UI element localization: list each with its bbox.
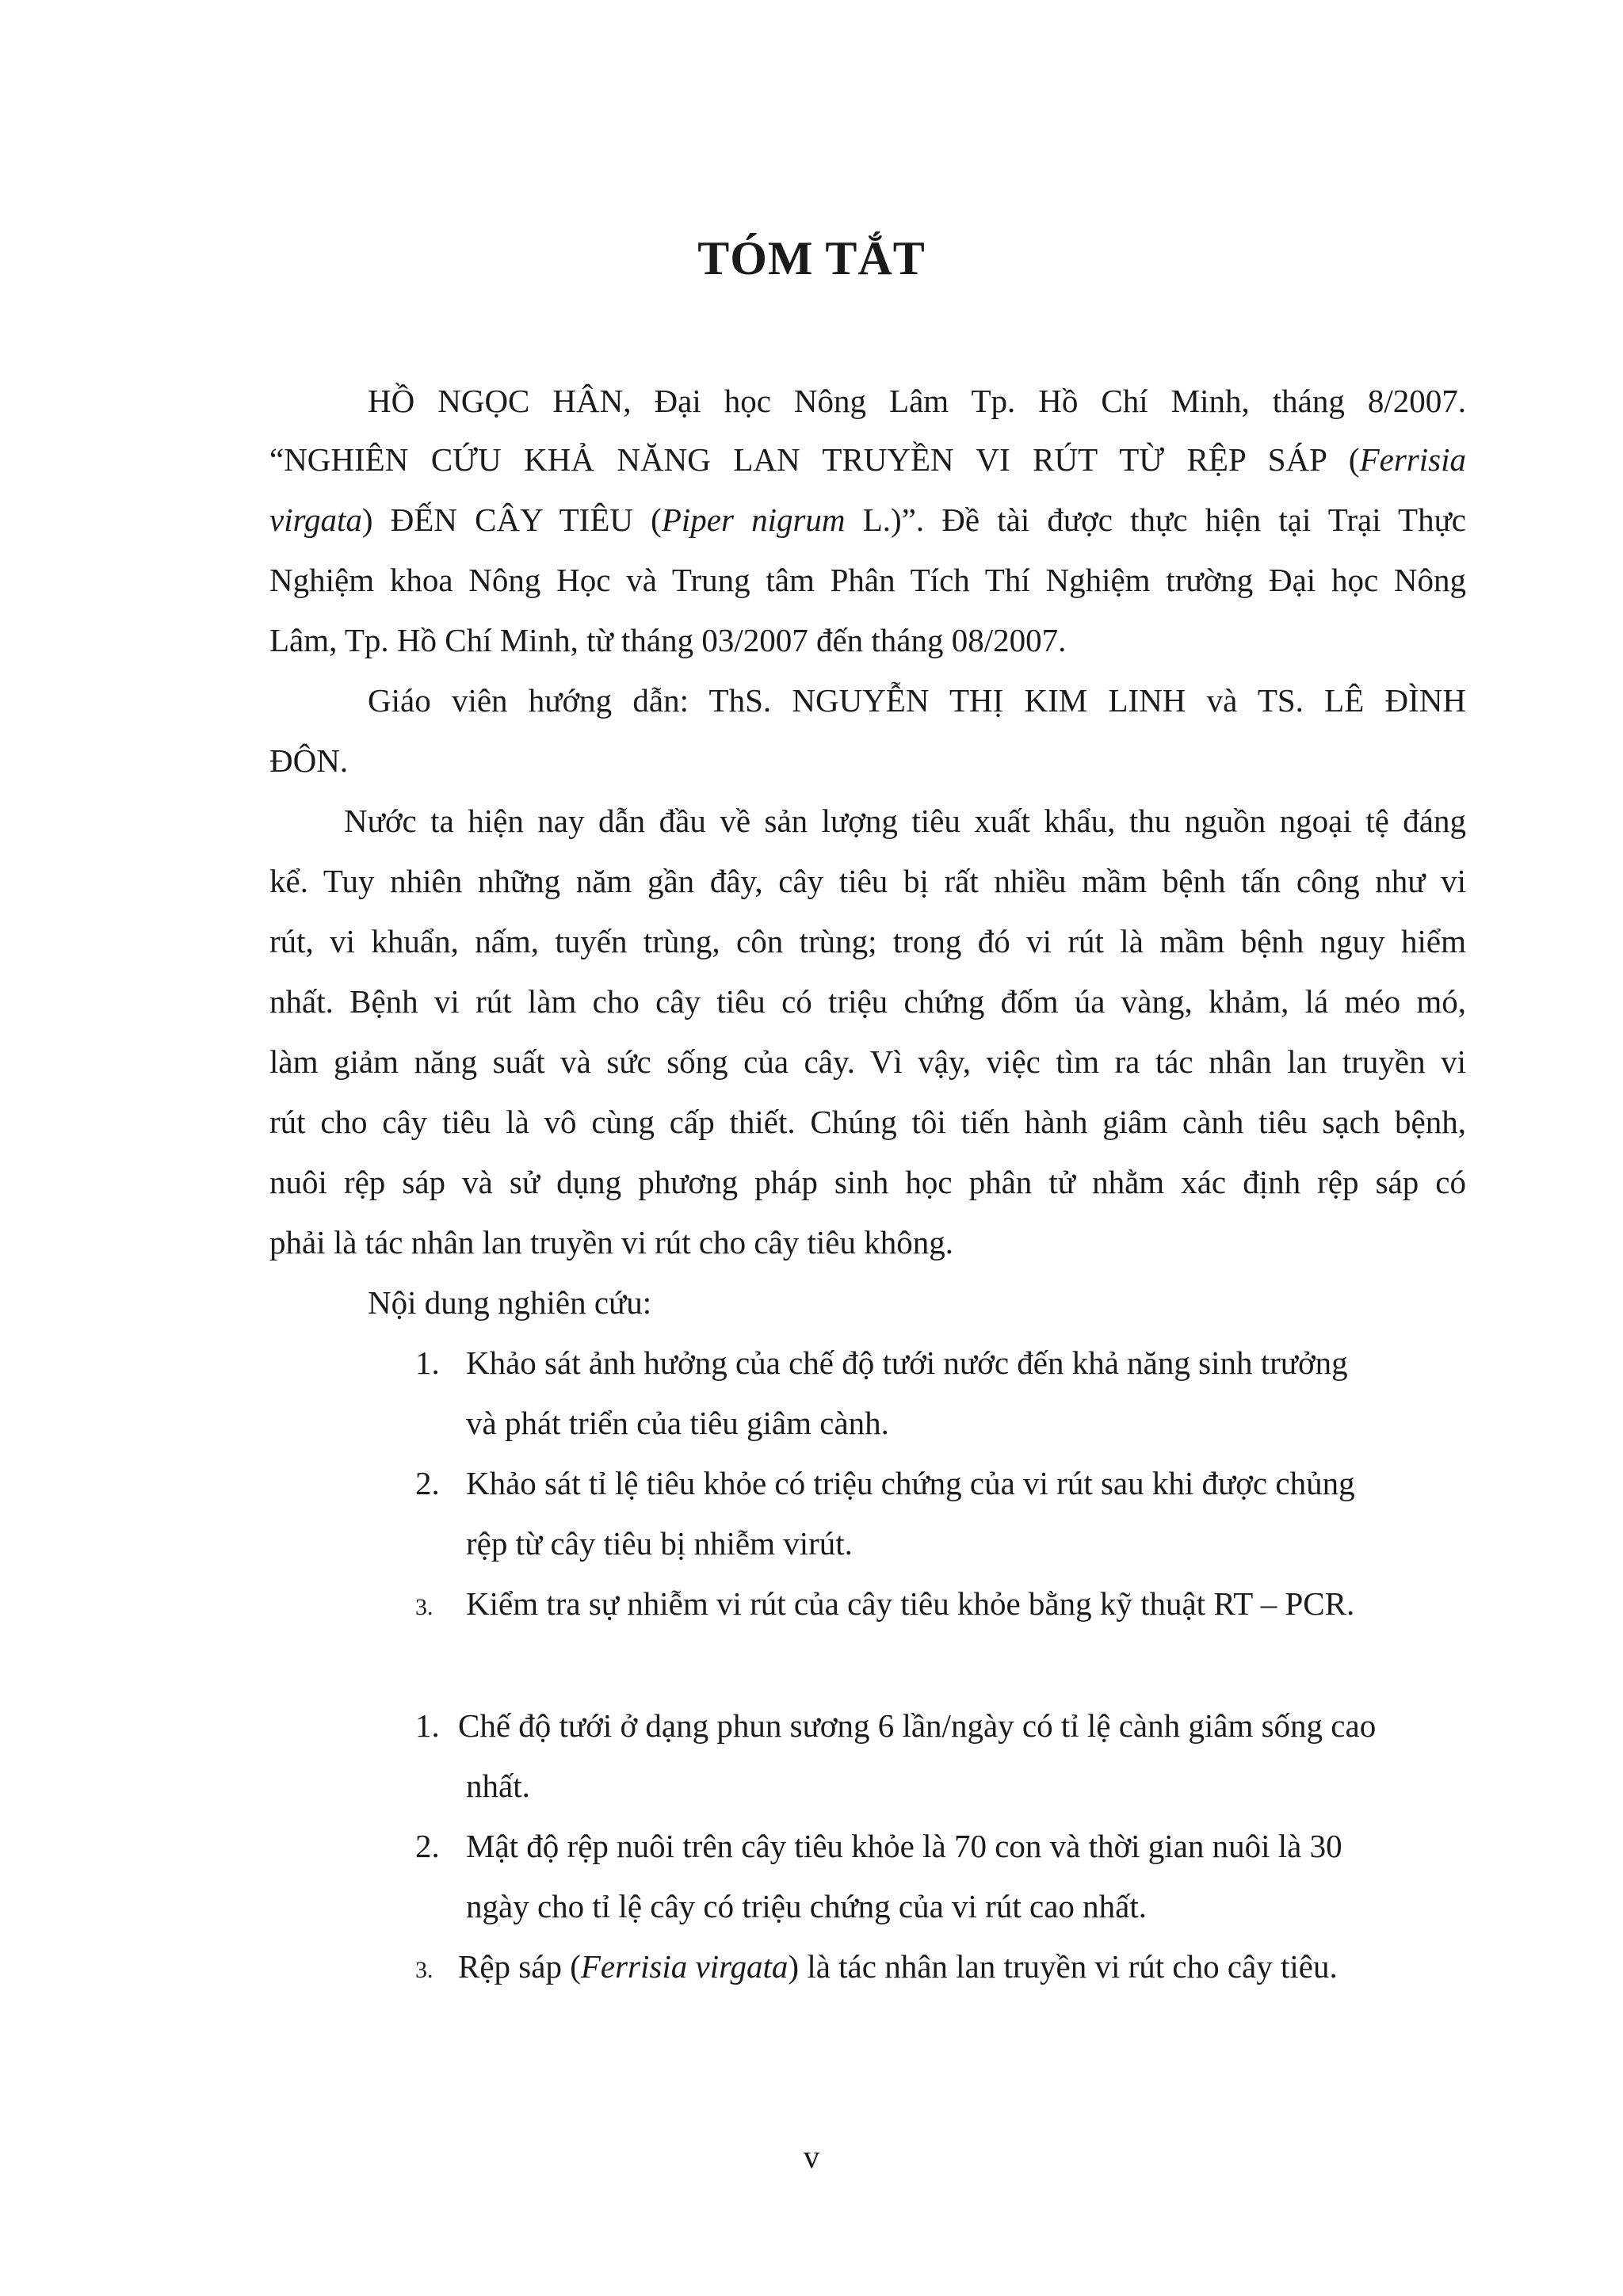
content-item-3	[415, 1585, 1469, 1623]
result-item-1	[415, 1707, 1469, 1804]
intro-line-3: virgata) ĐẾN CÂY TIÊU (Piper nigrum L.)”. Đề tài được thực hiện tại Trại Thực	[269, 502, 1466, 538]
list-item-text: Rệp sáp (Ferrisia virgata) là tác nhân lan truyền vi rút cho cây tiêu.	[458, 1948, 1338, 1985]
page-number: v	[803, 2138, 820, 2175]
list-number: 3.	[415, 1594, 433, 1620]
result-item-3	[415, 1947, 1469, 1985]
body-line-1: Nước ta hiện nay dẫn đầu về sản lượng tiêu xuất khẩu, thu nguồn ngoại tệ đáng	[344, 803, 1466, 839]
body-line-3: rút, vi khuẩn, nấm, tuyến trùng, côn trùng; trong đó vi rút là mầm bệnh nguy hiểm	[269, 923, 1466, 959]
list-item-text: Chế độ tưới ở dạng phun sương 6 lần/ngày có tỉ lệ cành giâm sống cao nhất.	[458, 1707, 1377, 1804]
list-item-text: Khảo sát ảnh hưởng của chế độ tưới nước đến khả năng sinh trưởng và phát triển của tiêu giâm cành.	[466, 1344, 1348, 1441]
list-number: 1.	[415, 1344, 440, 1381]
body-line-4: nhất. Bệnh vi rút làm cho cây tiêu có triệu chứng đốm úa vàng, khảm, lá méo mó,	[269, 983, 1466, 1020]
advisor-line-1: Giáo viên hướng dẫn: ThS. NGUYỄN THỊ KIM LINH và TS. LÊ ĐÌNH	[368, 682, 1466, 719]
body-line-7: nuôi rệp sáp và sử dụng phương pháp sinh học phân tử nhằm xác định rệp sáp có	[269, 1164, 1466, 1200]
body-line-6: rút cho cây tiêu là vô cùng cấp thiết. Chúng tôi tiến hành giâm cành tiêu sạch bệnh,	[269, 1104, 1466, 1140]
list-number: 2.	[415, 1828, 440, 1864]
list-item-text: Mật độ rệp nuôi trên cây tiêu khỏe là 70 con và thời gian nuôi là 30 ngày cho tỉ lệ cây có triệu chứng của vi rút cao nhất.	[466, 1828, 1342, 1924]
content-item-1	[415, 1344, 1469, 1441]
list-number: 2.	[415, 1465, 440, 1501]
body-line-8: phải là tác nhân lan truyền vi rút cho cây tiêu không.	[269, 1224, 954, 1261]
body-line-2: kể. Tuy nhiên những năm gần đây, cây tiêu bị rất nhiều mầm bệnh tấn công như vi	[269, 863, 1466, 899]
intro-line-1: HỒ NGỌC HÂN, Đại học Nông Lâm Tp. Hồ Chí Minh, tháng 8/2007.	[368, 383, 1466, 419]
page-title: TÓM TẮT	[697, 232, 926, 284]
list-item-text: Khảo sát tỉ lệ tiêu khỏe có triệu chứng của vi rút sau khi được chủng rệp từ cây tiêu bị nhiễm virút.	[466, 1465, 1355, 1562]
advisor-line-2: ĐÔN.	[269, 742, 349, 779]
content-item-2	[415, 1464, 1469, 1562]
content-heading: Nội dung nghiên cứu:	[368, 1284, 652, 1321]
body-line-5: làm giảm năng suất và sức sống của cây. Vì vậy, việc tìm ra tác nhân lan truyền vi	[269, 1043, 1466, 1080]
list-number: 3.	[415, 1957, 433, 1983]
result-item-2	[415, 1827, 1469, 1924]
intro-line-5: Lâm, Tp. Hồ Chí Minh, từ tháng 03/2007 đến tháng 08/2007.	[269, 622, 1067, 658]
list-number: 1.	[415, 1707, 440, 1744]
intro-line-2: “NGHIÊN CỨU KHẢ NĂNG LAN TRUYỀN VI RÚT TỪ RỆP SÁP (Ferrisia	[269, 441, 1466, 478]
list-item-text: Kiểm tra sự nhiễm vi rút của cây tiêu khỏe bằng kỹ thuật RT – PCR.	[466, 1585, 1355, 1622]
intro-line-4: Nghiệm khoa Nông Học và Trung tâm Phân Tích Thí Nghiệm trường Đại học Nông	[269, 562, 1466, 598]
